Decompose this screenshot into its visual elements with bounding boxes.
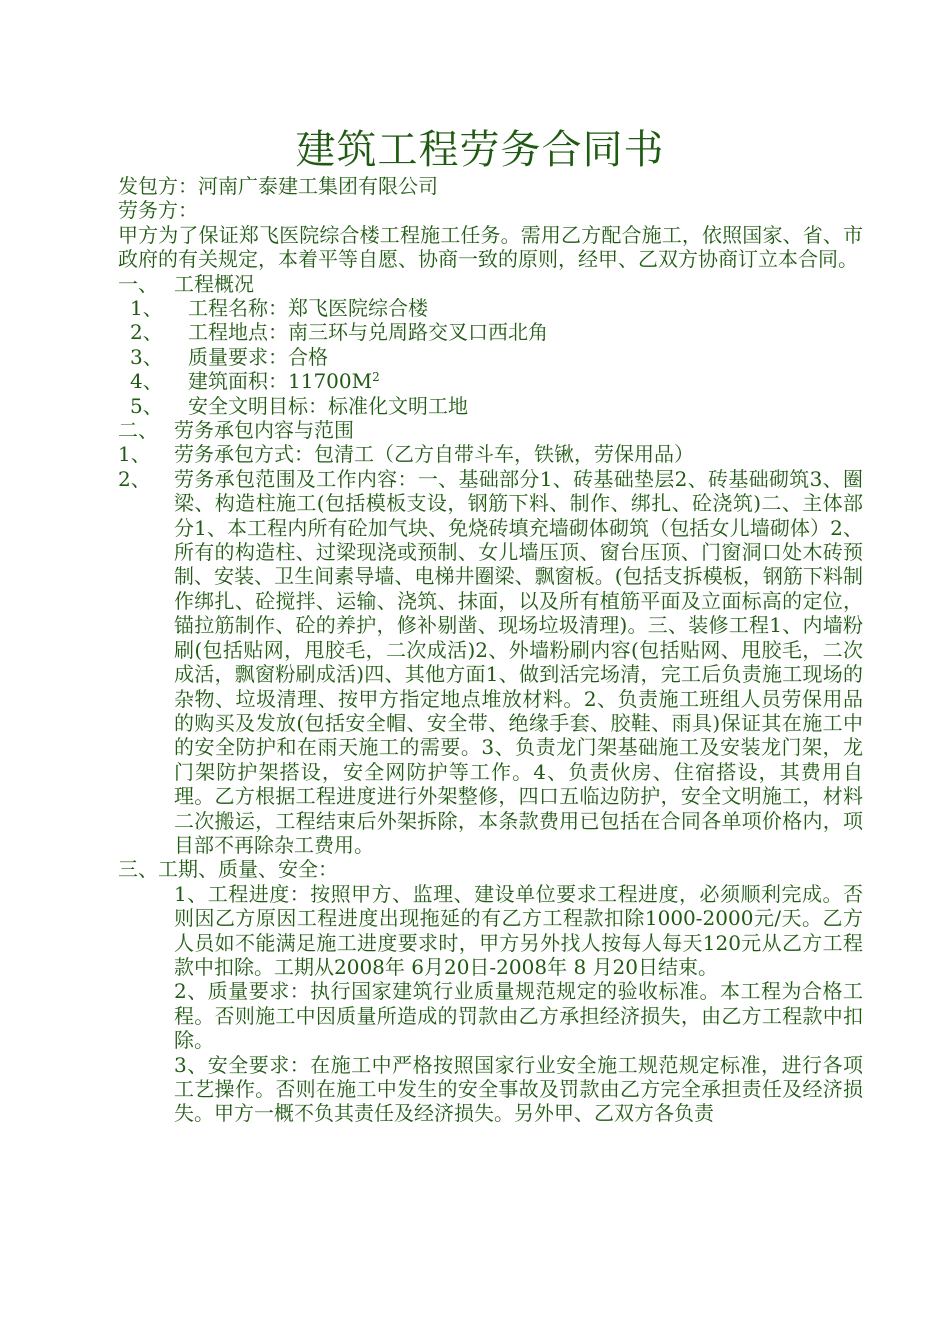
section-3-paragraph: 2、质量要求：执行国家建筑行业质量规范规定的验收标准。本工程为合格工程。否则施工中因质量所造成的罚款由乙方承担经济损失，由乙方工程款中扣除。 [174, 979, 863, 1053]
item-text [188, 369, 863, 393]
party-b-line: 劳务方： [118, 198, 198, 223]
document-body [118, 174, 863, 1126]
section-1-item [118, 369, 863, 393]
section-heading: 劳务承包内容与范围 [174, 418, 354, 443]
section-1-item [118, 394, 863, 418]
item-text: 劳务承包方式：包清工（乙方自带斗车，铁锹，劳保用品） [174, 442, 694, 467]
section-number: 二、 [118, 418, 158, 443]
section-number: 一、 [118, 271, 158, 296]
item-number: 2、 [118, 466, 151, 491]
item-number: 4、 [130, 369, 163, 394]
section-1-item [118, 345, 863, 369]
item-number: 1、 [118, 442, 151, 467]
section-2-item [118, 467, 863, 858]
section-1-item [118, 320, 863, 344]
area-value: 建筑面积：11700M [188, 369, 373, 394]
area-superscript: 2 [372, 370, 380, 385]
item-text: 劳务承包范围及工作内容：一、基础部分1、砖基础垫层2、砖基础砌筑3、圈梁、构造柱施工(包括模板支设，钢筋下料、制作、绑扎、砼浇筑)二、主体部分1、本工程内所有砼加气块、免烧砖填充墙砌体砌筑（包括女儿墙砌体）2、所有的构造柱、过梁现浇或预制、女儿墙压顶、窗台压顶、门窗洞口处木砖预制、安装、卫生间素导墙、电梯井圈梁、飘窗板。(包括支拆模板，钢筋下料制作绑扎、砼搅拌、运输、浇筑、抹面，以及所有植筋平面及立面标高的定位，锚拉筋制作、砼的养护，修补剔凿、现场垃圾清理)。三、装修工程1、内墙粉刷(包括贴网，甩胶毛，二次成活)2、外墙粉刷内容(包括贴网、甩胶毛，二次成活，飘窗粉刷成活)四、其他方面1、做到活完场清，完工后负责施工现场的杂物、垃圾清理、按甲方指定地点堆放材料。2、负责施工班组人员劳保用品的购买及发放(包括安全帽、安全带、绝缘手套、胶鞋、雨具)保证其在施工中的安全防护和在雨天施工的需要。3、负责龙门架基础施工及安装龙门架，龙门架防护架搭设，安全网防护等工作。4、负责伙房、住宿搭设，其费用自理。乙方根据工程进度进行外架整修，四口五临边防护，安全文明施工，材料二次搬运，工程结束后外架拆除，本条款费用已包括在合同各单项价格内，项目部不再除杂工费用。 [174, 466, 863, 857]
section-3-heading: 三、工期、质量、安全： [118, 857, 338, 882]
intro-paragraph: 甲方为了保证郑飞医院综合楼工程施工任务。需用乙方配合施工，依照国家、省、市政府的有关规定，本着平等自愿、协商一致的原则，经甲、乙双方协商订立本合同。 [118, 222, 863, 272]
item-number: 2、 [130, 320, 163, 345]
item-text: 安全文明目标：标准化文明工地 [188, 393, 468, 418]
item-number: 5、 [130, 393, 163, 418]
party-a-line: 发包方：河南广泰建工集团有限公司 [118, 174, 438, 198]
document-title: 建筑工程劳务合同书 [295, 127, 665, 173]
section-heading: 工程概况 [174, 271, 254, 296]
item-text: 质量要求：合格 [188, 344, 328, 369]
section-3-paragraph: 3、安全要求：在施工中严格按照国家行业安全施工规范规定标准，进行各项工艺操作。否则在施工中发生的安全事故及罚款由乙方完全承担责任及经济损失。甲方一概不负其责任及经济损失。另外甲、乙双方各负责 [174, 1052, 863, 1126]
item-text: 工程地点：南三环与兑周路交叉口西北角 [188, 320, 548, 345]
section-2-item [118, 442, 863, 466]
item-number: 3、 [130, 344, 163, 369]
item-number: 1、 [130, 296, 163, 320]
section-1-item [118, 296, 863, 320]
section-1-heading [118, 272, 863, 296]
item-text: 工程名称：郑飞医院综合楼 [188, 296, 428, 320]
section-2-heading [118, 418, 863, 442]
section-3-paragraph: 1、工程进度：按照甲方、监理、建设单位要求工程进度，必须顺利完成。否则因乙方原因工程进度出现拖延的有乙方工程款扣除1000-2000元/天。乙方人员如不能满足施工进度要求时，甲方另外找人按每人每天120元从乙方工程款中扣除。工期从2008年 6月20日-2008年 8 月20日结束。 [174, 881, 863, 979]
